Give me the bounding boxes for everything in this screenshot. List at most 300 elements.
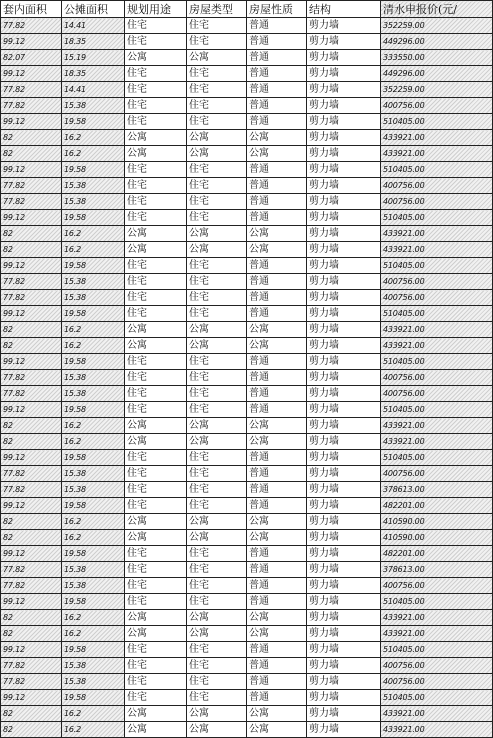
planned-use-cell[interactable]: 住宅 [125,306,187,322]
declared-price-cell[interactable]: 400756.00 [381,274,493,290]
inner-area-cell[interactable]: 99.12 [1,546,62,562]
header-inner-area[interactable]: 套内面积 [1,1,62,18]
structure-cell[interactable]: 剪力墙 [307,146,381,162]
shared-area-cell[interactable]: 16.2 [62,226,125,242]
inner-area-cell[interactable]: 77.82 [1,386,62,402]
inner-area-cell[interactable]: 82 [1,626,62,642]
house-type-cell[interactable]: 公寓 [187,322,247,338]
inner-area-cell[interactable]: 77.82 [1,658,62,674]
declared-price-cell[interactable]: 352259.00 [381,82,493,98]
inner-area-cell[interactable]: 82.07 [1,50,62,66]
house-nature-cell[interactable]: 普通 [247,562,307,578]
inner-area-cell[interactable]: 99.12 [1,210,62,226]
shared-area-cell[interactable]: 15.38 [62,674,125,690]
declared-price-cell[interactable]: 410590.00 [381,514,493,530]
house-nature-cell[interactable]: 公寓 [247,706,307,722]
house-type-cell[interactable]: 公寓 [187,338,247,354]
house-type-cell[interactable]: 住宅 [187,546,247,562]
shared-area-cell[interactable]: 19.58 [62,498,125,514]
planned-use-cell[interactable]: 住宅 [125,210,187,226]
inner-area-cell[interactable]: 99.12 [1,114,62,130]
declared-price-cell[interactable]: 433921.00 [381,418,493,434]
house-nature-cell[interactable]: 普通 [247,450,307,466]
declared-price-cell[interactable]: 378613.00 [381,482,493,498]
header-structure[interactable]: 结构 [307,1,381,18]
structure-cell[interactable]: 剪力墙 [307,450,381,466]
house-nature-cell[interactable]: 普通 [247,546,307,562]
header-house-type[interactable]: 房屋类型 [187,1,247,18]
shared-area-cell[interactable]: 19.58 [62,210,125,226]
house-type-cell[interactable]: 公寓 [187,706,247,722]
house-nature-cell[interactable]: 普通 [247,642,307,658]
declared-price-cell[interactable]: 449296.00 [381,34,493,50]
shared-area-cell[interactable]: 19.58 [62,162,125,178]
shared-area-cell[interactable]: 19.58 [62,594,125,610]
shared-area-cell[interactable]: 19.58 [62,354,125,370]
planned-use-cell[interactable]: 住宅 [125,386,187,402]
inner-area-cell[interactable]: 99.12 [1,354,62,370]
declared-price-cell[interactable]: 433921.00 [381,338,493,354]
structure-cell[interactable]: 剪力墙 [307,514,381,530]
structure-cell[interactable]: 剪力墙 [307,546,381,562]
planned-use-cell[interactable]: 住宅 [125,482,187,498]
shared-area-cell[interactable]: 16.2 [62,514,125,530]
declared-price-cell[interactable]: 510405.00 [381,114,493,130]
shared-area-cell[interactable]: 19.58 [62,306,125,322]
shared-area-cell[interactable]: 19.58 [62,642,125,658]
house-nature-cell[interactable]: 公寓 [247,418,307,434]
planned-use-cell[interactable]: 住宅 [125,498,187,514]
shared-area-cell[interactable]: 16.2 [62,434,125,450]
house-type-cell[interactable]: 住宅 [187,690,247,706]
structure-cell[interactable]: 剪力墙 [307,386,381,402]
planned-use-cell[interactable]: 住宅 [125,274,187,290]
declared-price-cell[interactable]: 510405.00 [381,258,493,274]
shared-area-cell[interactable]: 19.58 [62,546,125,562]
planned-use-cell[interactable]: 住宅 [125,450,187,466]
structure-cell[interactable]: 剪力墙 [307,498,381,514]
declared-price-cell[interactable]: 482201.00 [381,546,493,562]
planned-use-cell[interactable]: 公寓 [125,146,187,162]
house-type-cell[interactable]: 住宅 [187,386,247,402]
inner-area-cell[interactable]: 82 [1,338,62,354]
shared-area-cell[interactable]: 18.35 [62,66,125,82]
house-type-cell[interactable]: 住宅 [187,98,247,114]
structure-cell[interactable]: 剪力墙 [307,610,381,626]
house-nature-cell[interactable]: 普通 [247,290,307,306]
shared-area-cell[interactable]: 19.58 [62,258,125,274]
structure-cell[interactable]: 剪力墙 [307,210,381,226]
house-nature-cell[interactable]: 普通 [247,66,307,82]
inner-area-cell[interactable]: 99.12 [1,258,62,274]
declared-price-cell[interactable]: 510405.00 [381,210,493,226]
house-nature-cell[interactable]: 普通 [247,690,307,706]
planned-use-cell[interactable]: 住宅 [125,690,187,706]
inner-area-cell[interactable]: 82 [1,722,62,738]
inner-area-cell[interactable]: 99.12 [1,34,62,50]
declared-price-cell[interactable]: 400756.00 [381,194,493,210]
shared-area-cell[interactable]: 15.38 [62,98,125,114]
house-type-cell[interactable]: 住宅 [187,178,247,194]
structure-cell[interactable]: 剪力墙 [307,178,381,194]
shared-area-cell[interactable]: 14.41 [62,82,125,98]
house-type-cell[interactable]: 住宅 [187,658,247,674]
structure-cell[interactable]: 剪力墙 [307,162,381,178]
planned-use-cell[interactable]: 住宅 [125,258,187,274]
inner-area-cell[interactable]: 77.82 [1,466,62,482]
house-nature-cell[interactable]: 普通 [247,594,307,610]
house-type-cell[interactable]: 住宅 [187,674,247,690]
house-type-cell[interactable]: 住宅 [187,402,247,418]
house-type-cell[interactable]: 住宅 [187,466,247,482]
inner-area-cell[interactable]: 99.12 [1,690,62,706]
inner-area-cell[interactable]: 77.82 [1,674,62,690]
declared-price-cell[interactable]: 510405.00 [381,594,493,610]
declared-price-cell[interactable]: 510405.00 [381,450,493,466]
house-type-cell[interactable]: 住宅 [187,594,247,610]
shared-area-cell[interactable]: 16.2 [62,130,125,146]
declared-price-cell[interactable]: 400756.00 [381,370,493,386]
structure-cell[interactable]: 剪力墙 [307,354,381,370]
shared-area-cell[interactable]: 15.38 [62,658,125,674]
planned-use-cell[interactable]: 住宅 [125,114,187,130]
shared-area-cell[interactable]: 15.38 [62,274,125,290]
inner-area-cell[interactable]: 77.82 [1,178,62,194]
inner-area-cell[interactable]: 82 [1,434,62,450]
inner-area-cell[interactable]: 82 [1,418,62,434]
structure-cell[interactable]: 剪力墙 [307,338,381,354]
house-type-cell[interactable]: 住宅 [187,194,247,210]
declared-price-cell[interactable]: 400756.00 [381,466,493,482]
shared-area-cell[interactable]: 15.38 [62,386,125,402]
house-type-cell[interactable]: 公寓 [187,530,247,546]
shared-area-cell[interactable]: 16.2 [62,242,125,258]
house-type-cell[interactable]: 公寓 [187,130,247,146]
structure-cell[interactable]: 剪力墙 [307,578,381,594]
house-type-cell[interactable]: 住宅 [187,498,247,514]
structure-cell[interactable]: 剪力墙 [307,706,381,722]
house-nature-cell[interactable]: 普通 [247,482,307,498]
shared-area-cell[interactable]: 19.58 [62,402,125,418]
declared-price-cell[interactable]: 433921.00 [381,626,493,642]
planned-use-cell[interactable]: 住宅 [125,562,187,578]
inner-area-cell[interactable]: 77.82 [1,290,62,306]
structure-cell[interactable]: 剪力墙 [307,66,381,82]
house-type-cell[interactable]: 住宅 [187,578,247,594]
planned-use-cell[interactable]: 住宅 [125,162,187,178]
planned-use-cell[interactable]: 公寓 [125,626,187,642]
house-nature-cell[interactable]: 公寓 [247,434,307,450]
declared-price-cell[interactable]: 510405.00 [381,354,493,370]
planned-use-cell[interactable]: 住宅 [125,178,187,194]
declared-price-cell[interactable]: 400756.00 [381,658,493,674]
declared-price-cell[interactable]: 400756.00 [381,674,493,690]
house-type-cell[interactable]: 公寓 [187,722,247,738]
structure-cell[interactable]: 剪力墙 [307,434,381,450]
house-type-cell[interactable]: 住宅 [187,482,247,498]
house-nature-cell[interactable]: 普通 [247,258,307,274]
planned-use-cell[interactable]: 住宅 [125,578,187,594]
shared-area-cell[interactable]: 15.38 [62,194,125,210]
inner-area-cell[interactable]: 77.82 [1,98,62,114]
planned-use-cell[interactable]: 住宅 [125,370,187,386]
inner-area-cell[interactable]: 77.82 [1,82,62,98]
shared-area-cell[interactable]: 19.58 [62,690,125,706]
house-type-cell[interactable]: 住宅 [187,82,247,98]
structure-cell[interactable]: 剪力墙 [307,466,381,482]
planned-use-cell[interactable]: 住宅 [125,674,187,690]
structure-cell[interactable]: 剪力墙 [307,226,381,242]
house-nature-cell[interactable]: 普通 [247,466,307,482]
structure-cell[interactable]: 剪力墙 [307,370,381,386]
inner-area-cell[interactable]: 77.82 [1,194,62,210]
inner-area-cell[interactable]: 99.12 [1,402,62,418]
inner-area-cell[interactable]: 99.12 [1,594,62,610]
declared-price-cell[interactable]: 510405.00 [381,402,493,418]
shared-area-cell[interactable]: 15.38 [62,578,125,594]
shared-area-cell[interactable]: 14.41 [62,18,125,34]
house-type-cell[interactable]: 住宅 [187,210,247,226]
house-nature-cell[interactable]: 公寓 [247,626,307,642]
planned-use-cell[interactable]: 公寓 [125,226,187,242]
declared-price-cell[interactable]: 510405.00 [381,162,493,178]
structure-cell[interactable]: 剪力墙 [307,594,381,610]
declared-price-cell[interactable]: 433921.00 [381,434,493,450]
house-nature-cell[interactable]: 普通 [247,18,307,34]
declared-price-cell[interactable]: 378613.00 [381,562,493,578]
planned-use-cell[interactable]: 住宅 [125,290,187,306]
house-nature-cell[interactable]: 公寓 [247,514,307,530]
house-nature-cell[interactable]: 普通 [247,194,307,210]
structure-cell[interactable]: 剪力墙 [307,690,381,706]
declared-price-cell[interactable]: 510405.00 [381,642,493,658]
inner-area-cell[interactable]: 77.82 [1,482,62,498]
planned-use-cell[interactable]: 公寓 [125,514,187,530]
shared-area-cell[interactable]: 15.38 [62,290,125,306]
planned-use-cell[interactable]: 公寓 [125,722,187,738]
declared-price-cell[interactable]: 433921.00 [381,322,493,338]
planned-use-cell[interactable]: 公寓 [125,338,187,354]
house-nature-cell[interactable]: 普通 [247,82,307,98]
structure-cell[interactable]: 剪力墙 [307,274,381,290]
inner-area-cell[interactable]: 99.12 [1,66,62,82]
header-planned-use[interactable]: 规划用途 [125,1,187,18]
house-type-cell[interactable]: 住宅 [187,450,247,466]
shared-area-cell[interactable]: 16.2 [62,418,125,434]
shared-area-cell[interactable]: 16.2 [62,530,125,546]
house-nature-cell[interactable]: 普通 [247,658,307,674]
declared-price-cell[interactable]: 449296.00 [381,66,493,82]
house-type-cell[interactable]: 公寓 [187,226,247,242]
shared-area-cell[interactable]: 15.38 [62,466,125,482]
shared-area-cell[interactable]: 15.19 [62,50,125,66]
structure-cell[interactable]: 剪力墙 [307,418,381,434]
house-type-cell[interactable]: 住宅 [187,642,247,658]
house-type-cell[interactable]: 住宅 [187,18,247,34]
inner-area-cell[interactable]: 77.82 [1,562,62,578]
structure-cell[interactable]: 剪力墙 [307,34,381,50]
house-nature-cell[interactable]: 公寓 [247,242,307,258]
shared-area-cell[interactable]: 16.2 [62,626,125,642]
inner-area-cell[interactable]: 82 [1,610,62,626]
house-type-cell[interactable]: 住宅 [187,114,247,130]
shared-area-cell[interactable]: 19.58 [62,450,125,466]
house-nature-cell[interactable]: 普通 [247,386,307,402]
shared-area-cell[interactable]: 16.2 [62,322,125,338]
planned-use-cell[interactable]: 住宅 [125,18,187,34]
house-nature-cell[interactable]: 公寓 [247,338,307,354]
structure-cell[interactable]: 剪力墙 [307,290,381,306]
inner-area-cell[interactable]: 99.12 [1,498,62,514]
house-nature-cell[interactable]: 普通 [247,210,307,226]
inner-area-cell[interactable]: 82 [1,242,62,258]
structure-cell[interactable]: 剪力墙 [307,50,381,66]
shared-area-cell[interactable]: 16.2 [62,610,125,626]
house-type-cell[interactable]: 公寓 [187,434,247,450]
planned-use-cell[interactable]: 公寓 [125,130,187,146]
structure-cell[interactable]: 剪力墙 [307,82,381,98]
shared-area-cell[interactable]: 16.2 [62,706,125,722]
declared-price-cell[interactable]: 433921.00 [381,610,493,626]
declared-price-cell[interactable]: 433921.00 [381,706,493,722]
inner-area-cell[interactable]: 77.82 [1,274,62,290]
planned-use-cell[interactable]: 住宅 [125,98,187,114]
inner-area-cell[interactable]: 82 [1,514,62,530]
house-type-cell[interactable]: 住宅 [187,306,247,322]
declared-price-cell[interactable]: 510405.00 [381,306,493,322]
header-shared-area[interactable]: 公摊面积 [62,1,125,18]
house-nature-cell[interactable]: 公寓 [247,322,307,338]
house-nature-cell[interactable]: 普通 [247,354,307,370]
inner-area-cell[interactable]: 82 [1,226,62,242]
declared-price-cell[interactable]: 400756.00 [381,578,493,594]
inner-area-cell[interactable]: 82 [1,706,62,722]
inner-area-cell[interactable]: 77.82 [1,370,62,386]
declared-price-cell[interactable]: 410590.00 [381,530,493,546]
declared-price-cell[interactable]: 433921.00 [381,242,493,258]
house-nature-cell[interactable]: 普通 [247,370,307,386]
shared-area-cell[interactable]: 15.38 [62,370,125,386]
declared-price-cell[interactable]: 510405.00 [381,690,493,706]
inner-area-cell[interactable]: 99.12 [1,642,62,658]
declared-price-cell[interactable]: 400756.00 [381,386,493,402]
house-type-cell[interactable]: 住宅 [187,34,247,50]
house-type-cell[interactable]: 公寓 [187,146,247,162]
structure-cell[interactable]: 剪力墙 [307,242,381,258]
inner-area-cell[interactable]: 99.12 [1,162,62,178]
structure-cell[interactable]: 剪力墙 [307,482,381,498]
structure-cell[interactable]: 剪力墙 [307,114,381,130]
declared-price-cell[interactable]: 433921.00 [381,226,493,242]
inner-area-cell[interactable]: 99.12 [1,306,62,322]
structure-cell[interactable]: 剪力墙 [307,722,381,738]
house-type-cell[interactable]: 住宅 [187,274,247,290]
structure-cell[interactable]: 剪力墙 [307,674,381,690]
declared-price-cell[interactable]: 433921.00 [381,146,493,162]
shared-area-cell[interactable]: 19.58 [62,114,125,130]
house-nature-cell[interactable]: 普通 [247,498,307,514]
structure-cell[interactable]: 剪力墙 [307,130,381,146]
planned-use-cell[interactable]: 住宅 [125,194,187,210]
house-type-cell[interactable]: 住宅 [187,354,247,370]
planned-use-cell[interactable]: 住宅 [125,354,187,370]
planned-use-cell[interactable]: 公寓 [125,50,187,66]
house-type-cell[interactable]: 公寓 [187,242,247,258]
structure-cell[interactable]: 剪力墙 [307,306,381,322]
structure-cell[interactable]: 剪力墙 [307,562,381,578]
structure-cell[interactable]: 剪力墙 [307,322,381,338]
structure-cell[interactable]: 剪力墙 [307,658,381,674]
shared-area-cell[interactable]: 16.2 [62,722,125,738]
house-type-cell[interactable]: 公寓 [187,418,247,434]
inner-area-cell[interactable]: 82 [1,530,62,546]
house-type-cell[interactable]: 住宅 [187,66,247,82]
inner-area-cell[interactable]: 77.82 [1,18,62,34]
house-type-cell[interactable]: 住宅 [187,562,247,578]
house-nature-cell[interactable]: 公寓 [247,610,307,626]
house-type-cell[interactable]: 住宅 [187,162,247,178]
structure-cell[interactable]: 剪力墙 [307,530,381,546]
house-nature-cell[interactable]: 普通 [247,50,307,66]
inner-area-cell[interactable]: 82 [1,130,62,146]
declared-price-cell[interactable]: 333550.00 [381,50,493,66]
house-nature-cell[interactable]: 普通 [247,162,307,178]
planned-use-cell[interactable]: 住宅 [125,546,187,562]
house-nature-cell[interactable]: 普通 [247,578,307,594]
inner-area-cell[interactable]: 82 [1,146,62,162]
house-type-cell[interactable]: 住宅 [187,258,247,274]
house-nature-cell[interactable]: 公寓 [247,130,307,146]
house-nature-cell[interactable]: 普通 [247,306,307,322]
planned-use-cell[interactable]: 住宅 [125,466,187,482]
planned-use-cell[interactable]: 住宅 [125,658,187,674]
house-type-cell[interactable]: 公寓 [187,514,247,530]
structure-cell[interactable]: 剪力墙 [307,642,381,658]
planned-use-cell[interactable]: 公寓 [125,434,187,450]
house-type-cell[interactable]: 公寓 [187,50,247,66]
planned-use-cell[interactable]: 住宅 [125,594,187,610]
header-house-nature[interactable]: 房屋性质 [247,1,307,18]
house-nature-cell[interactable]: 公寓 [247,146,307,162]
planned-use-cell[interactable]: 公寓 [125,706,187,722]
declared-price-cell[interactable]: 352259.00 [381,18,493,34]
planned-use-cell[interactable]: 公寓 [125,610,187,626]
planned-use-cell[interactable]: 公寓 [125,242,187,258]
shared-area-cell[interactable]: 15.38 [62,562,125,578]
house-nature-cell[interactable]: 公寓 [247,530,307,546]
planned-use-cell[interactable]: 住宅 [125,402,187,418]
header-declared-price[interactable]: 清水申报价(元/ [381,1,493,18]
inner-area-cell[interactable]: 77.82 [1,578,62,594]
house-nature-cell[interactable]: 公寓 [247,226,307,242]
declared-price-cell[interactable]: 433921.00 [381,722,493,738]
house-type-cell[interactable]: 公寓 [187,610,247,626]
declared-price-cell[interactable]: 482201.00 [381,498,493,514]
structure-cell[interactable]: 剪力墙 [307,194,381,210]
declared-price-cell[interactable]: 433921.00 [381,130,493,146]
planned-use-cell[interactable]: 住宅 [125,82,187,98]
structure-cell[interactable]: 剪力墙 [307,402,381,418]
shared-area-cell[interactable]: 16.2 [62,146,125,162]
structure-cell[interactable]: 剪力墙 [307,258,381,274]
inner-area-cell[interactable]: 82 [1,322,62,338]
house-nature-cell[interactable]: 普通 [247,34,307,50]
house-nature-cell[interactable]: 普通 [247,178,307,194]
structure-cell[interactable]: 剪力墙 [307,18,381,34]
house-type-cell[interactable]: 住宅 [187,290,247,306]
planned-use-cell[interactable]: 公寓 [125,322,187,338]
house-nature-cell[interactable]: 普通 [247,114,307,130]
